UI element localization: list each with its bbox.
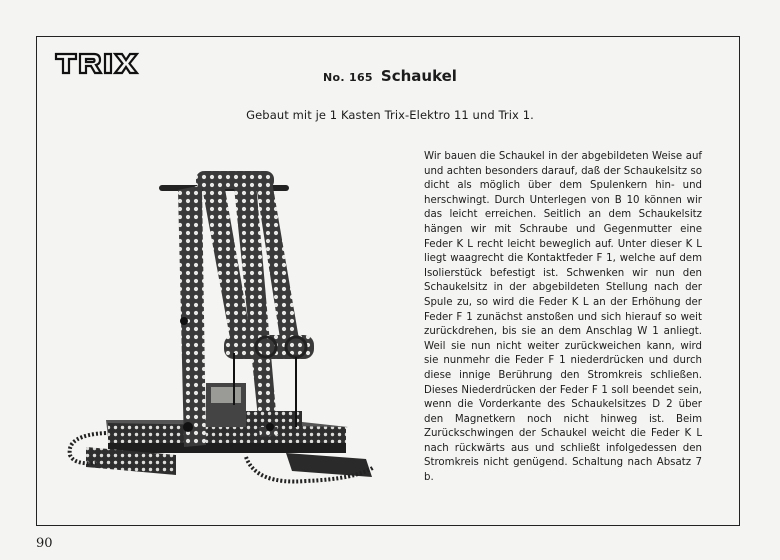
model-name: Schaukel (380, 67, 457, 85)
description-paragraph: Wir bauen die Schaukel in der abgebildeten Weise auf und achten besonders darauf, daß der Schaukelsitz so dicht als möglich über dem Spulenkern hin- und herschwingt. Durch Unterlegen von B 10 können wir das leicht erreichen. Seitlich an dem Schaukelsitz hängen wir mit Schraube und Gegenmutter eine Feder K L recht leicht beweglich auf. Unter dieser K L liegt waagrecht die Kontaktfeder F 1, welche auf dem Isolierstück befestigt ist. Schwenken wir nun den Schaukelsitz in der abgebildeten Stellung nach der Spule zu, so wird die Feder K L an der Erhöhung der Feder F 1 zunächst anstoßen und sich hierauf so weit zurückdrehen, bis sie an dem Anschlag W 1 anliegt. Weil sie nun nicht weiter zurückweichen kann, wird sie nunmehr die Feder F 1 niederdrücken und durch diese innige Berührung den Stromkreis schließen. Dieses Niederdrücken der Feder F 1 soll beendet sein, wenn die Vorderkante des Schaukelsitzes D 2 über den Magnetkern noch nicht hinweg ist. Beim Zurückschwingen der Schaukel weicht die Feder K L nach rückwärts aus und schließt infolgedessen den Stromkreis nicht genügend. Schaltung nach Absatz 7 b. (424, 151, 702, 484)
subtitle: Gebaut mit je 1 Kasten Trix-Elektro 11 und Trix 1. (246, 108, 534, 122)
model-number: No. 165 (323, 71, 373, 84)
swing-model-illustration (56, 165, 386, 495)
model-title (0, 66, 780, 85)
page-number: 90 (36, 536, 53, 551)
